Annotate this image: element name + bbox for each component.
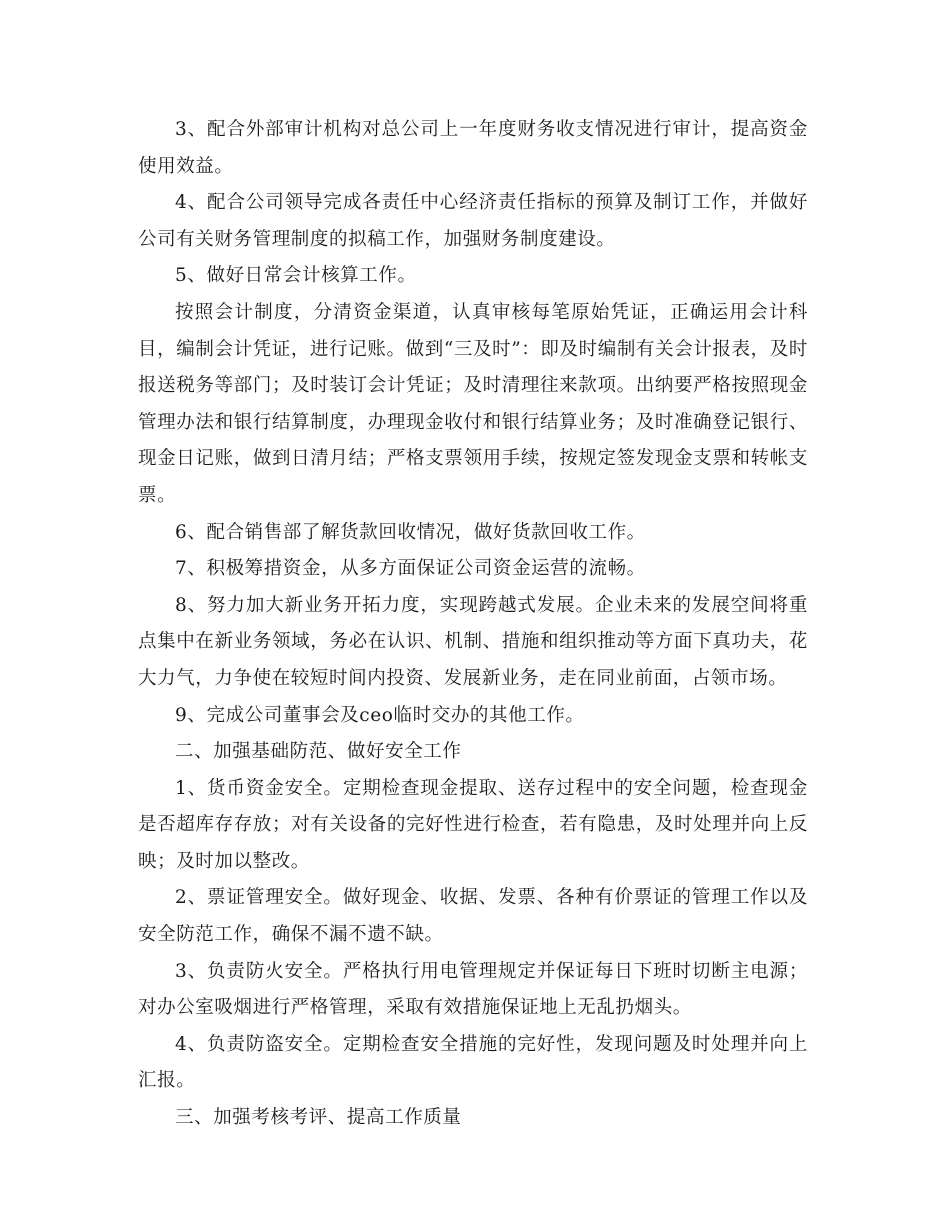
paragraph-cash-safety: 1、货币资金安全。定期检查现金提取、送存过程中的安全问题，检查现金是否超库存存放；对有关设备的完好性进行检查，若有隐患，及时处理并向上反映；及时加以整改。 bbox=[138, 777, 808, 872]
section-heading-safety: 二、加强基础防范、做好安全工作 bbox=[175, 741, 462, 763]
paragraph-new-business: 8、努力加大新业务开拓力度，实现跨越式发展。企业未来的发展空间将重点集中在新业务领域，务必在认识、机制、措施和组织推动等方面下真功夫，花大力气，力争使在较短时间内投资、发展新业务，走在同业前面，占领市场。 bbox=[138, 594, 808, 689]
paragraph-payment-collection: 6、配合销售部了解货款回收情况，做好货款回收工作。 bbox=[175, 521, 646, 543]
section-heading-assessment: 三、加强考核考评、提高工作质量 bbox=[175, 1107, 462, 1129]
document-page bbox=[138, 112, 808, 1137]
paragraph-other-tasks: 9、完成公司董事会及ceo临时交办的其他工作。 bbox=[175, 704, 585, 726]
paragraph-fund-raising: 7、积极筹措资金，从多方面保证公司资金运营的流畅。 bbox=[175, 558, 646, 580]
paragraph-theft-safety: 4、负责防盗安全。定期检查安全措施的完好性，发现问题及时处理并向上汇报。 bbox=[138, 1033, 808, 1092]
paragraph-audit-cooperation: 3、配合外部审计机构对总公司上一年度财务收支情况进行审计，提高资金使用效益。 bbox=[138, 119, 808, 177]
paragraph-budget-drafting: 4、配合公司领导完成各责任中心经济责任指标的预算及制订工作，并做好公司有关财务管理制度的拟稿工作，加强财务制度建设。 bbox=[138, 192, 808, 250]
paragraph-accounting-rules: 按照会计制度，分清资金渠道，认真审核每笔原始凭证，正确运用会计科目，编制会计凭证，进行记账。做到“三及时”：即及时编制有关会计报表，及时报送税务等部门；及时装订会计凭证；及时清理往来款项。出纳要严格按照现金管理办法和银行结算制度，办理现金收付和银行结算业务；及时准确登记银行、现金日记账，做到日清月结；严格支票领用手续，按规定签发现金支票和转帐支票。 bbox=[138, 301, 808, 506]
paragraph-voucher-safety: 2、票证管理安全。做好现金、收据、发票、各种有价票证的管理工作以及安全防范工作，确保不漏不遗不缺。 bbox=[138, 887, 808, 946]
paragraph-daily-accounting: 5、做好日常会计核算工作。 bbox=[175, 265, 417, 287]
paragraph-fire-safety: 3、负责防火安全。严格执行用电管理规定并保证每日下班时切断主电源；对办公室吸烟进行严格管理，采取有效措施保证地上无乱扔烟头。 bbox=[138, 960, 808, 1019]
